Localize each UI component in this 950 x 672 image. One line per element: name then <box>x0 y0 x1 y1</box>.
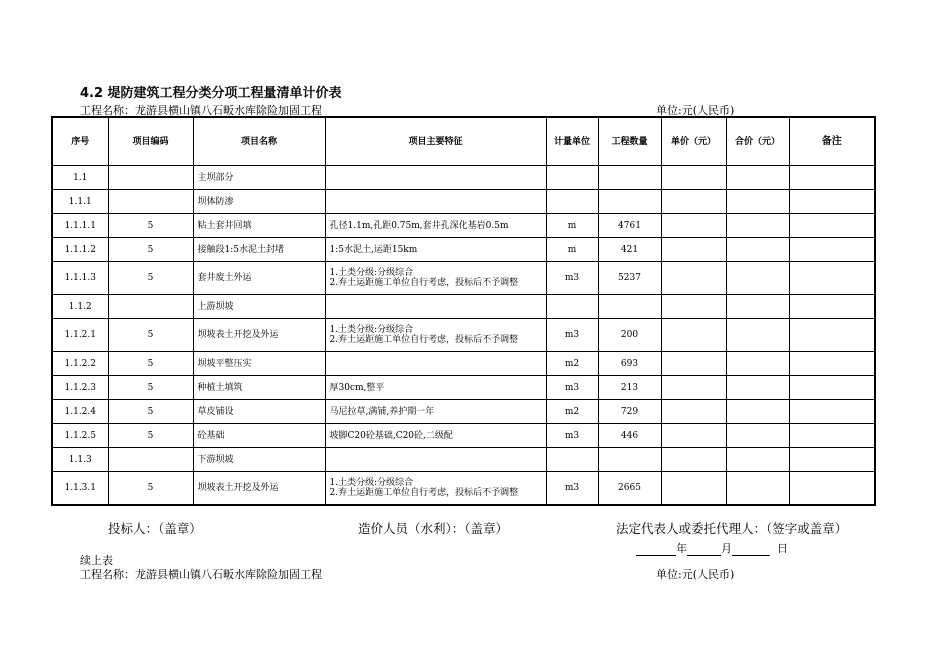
table-row <box>52 238 875 262</box>
cell-unit: m2 <box>546 400 598 424</box>
cell-qty: 213 <box>598 376 661 400</box>
day-label: 日 <box>777 542 788 555</box>
cell-name: 主坝部分 <box>193 166 325 190</box>
cell-qty <box>598 295 661 319</box>
cell-unit: m3 <box>546 376 598 400</box>
cell-price <box>661 214 726 238</box>
cell-code: 5 <box>108 472 193 506</box>
table-row <box>52 166 875 190</box>
cell-feature <box>325 352 546 376</box>
legal-rep-signature: 法定代表人或委托代理人：（签字或盖章） <box>616 521 848 536</box>
month-label: 月 <box>721 542 732 555</box>
header-no: 序号 <box>52 117 108 166</box>
cell-qty: 200 <box>598 319 661 352</box>
cell-unit: m3 <box>546 472 598 506</box>
cell-note <box>789 400 875 424</box>
cell-feature: 1.土类分级:分级综合 2.弃土运距施工单位自行考虑，投标后不予调整 <box>325 319 546 352</box>
cell-total <box>726 352 789 376</box>
table-row <box>52 400 875 424</box>
cell-note <box>789 448 875 472</box>
cell-price <box>661 400 726 424</box>
cell-name: 粘土套井回填 <box>193 214 325 238</box>
cell-note <box>789 166 875 190</box>
cell-name: 下游坝坡 <box>193 448 325 472</box>
cell-unit: m3 <box>546 424 598 448</box>
cell-unit <box>546 295 598 319</box>
cell-no: 1.1.3.1 <box>52 472 108 506</box>
cell-qty <box>598 166 661 190</box>
header-unit: 计量单位 <box>546 117 598 166</box>
unit-note: 单位:元(人民币) <box>656 104 735 117</box>
cell-qty <box>598 448 661 472</box>
cell-code: 5 <box>108 424 193 448</box>
cell-note <box>789 190 875 214</box>
cell-qty <box>598 190 661 214</box>
cell-note <box>789 214 875 238</box>
cell-note <box>789 295 875 319</box>
table-row <box>52 190 875 214</box>
cell-qty: 2665 <box>598 472 661 506</box>
cell-unit <box>546 166 598 190</box>
cell-total <box>726 319 789 352</box>
cell-total <box>726 448 789 472</box>
cell-unit: m3 <box>546 262 598 295</box>
cell-name: 砼基础 <box>193 424 325 448</box>
cell-code: 5 <box>108 214 193 238</box>
cell-price <box>661 319 726 352</box>
date-line <box>636 540 788 556</box>
cell-feature: 马尼拉草,满铺,养护期一年 <box>325 400 546 424</box>
cell-unit: m2 <box>546 352 598 376</box>
cell-code: 5 <box>108 262 193 295</box>
cell-qty: 4761 <box>598 214 661 238</box>
cell-feature: 1:5水泥土,运距15km <box>325 238 546 262</box>
cell-total <box>726 262 789 295</box>
cell-code <box>108 190 193 214</box>
cell-name: 草皮铺设 <box>193 400 325 424</box>
cell-price <box>661 376 726 400</box>
cell-total <box>726 424 789 448</box>
cell-price <box>661 295 726 319</box>
table-row <box>52 472 875 506</box>
cell-code: 5 <box>108 238 193 262</box>
continued-label: 续上表 <box>80 554 113 567</box>
cell-qty: 5237 <box>598 262 661 295</box>
cell-name: 接触段1:5水泥土封堵 <box>193 238 325 262</box>
header-code: 项目编码 <box>108 117 193 166</box>
cell-price <box>661 166 726 190</box>
header-note: 备注 <box>789 117 875 166</box>
table-header-row <box>52 117 875 166</box>
cell-price <box>661 238 726 262</box>
table-row <box>52 262 875 295</box>
cell-no: 1.1.3 <box>52 448 108 472</box>
cell-price <box>661 424 726 448</box>
cell-feature: 厚30cm,整平 <box>325 376 546 400</box>
cell-code: 5 <box>108 400 193 424</box>
cell-no: 1.1.2.2 <box>52 352 108 376</box>
project-name: 工程名称：龙游县横山镇八石畈水库除险加固工程 <box>80 104 322 117</box>
cell-no: 1.1.1.3 <box>52 262 108 295</box>
project-name-2: 工程名称：龙游县横山镇八石畈水库除险加固工程 <box>80 568 322 581</box>
cell-no: 1.1.1.2 <box>52 238 108 262</box>
cell-unit: m3 <box>546 319 598 352</box>
cell-no: 1.1.2.1 <box>52 319 108 352</box>
cell-qty: 693 <box>598 352 661 376</box>
header-name: 项目名称 <box>193 117 325 166</box>
cell-total <box>726 295 789 319</box>
cell-feature <box>325 166 546 190</box>
cell-name: 坝体防渗 <box>193 190 325 214</box>
cell-name: 坝坡平整压实 <box>193 352 325 376</box>
cell-name: 坝坡表土开挖及外运 <box>193 472 325 506</box>
cell-code: 5 <box>108 352 193 376</box>
year-blank <box>636 544 676 556</box>
cell-total <box>726 400 789 424</box>
year-label: 年 <box>676 542 687 555</box>
cell-note <box>789 424 875 448</box>
header-qty: 工程数量 <box>598 117 661 166</box>
cell-unit <box>546 448 598 472</box>
bill-of-quantities-table <box>51 116 876 506</box>
page-title: 4.2 堤防建筑工程分类分项工程量清单计价表 <box>80 86 342 101</box>
cell-unit: m <box>546 238 598 262</box>
cell-price <box>661 472 726 506</box>
cell-note <box>789 262 875 295</box>
cell-unit: m <box>546 214 598 238</box>
table-row <box>52 376 875 400</box>
cell-price <box>661 352 726 376</box>
cell-note <box>789 352 875 376</box>
cell-feature: 孔径1.1m,孔距0.75m,套井孔深化基岩0.5m <box>325 214 546 238</box>
cell-code: 5 <box>108 319 193 352</box>
cell-no: 1.1.2.4 <box>52 400 108 424</box>
cell-name: 上游坝坡 <box>193 295 325 319</box>
cell-total <box>726 214 789 238</box>
header-price: 单价（元） <box>661 117 726 166</box>
cell-code <box>108 166 193 190</box>
cell-code <box>108 295 193 319</box>
cell-price <box>661 262 726 295</box>
cell-note <box>789 319 875 352</box>
cell-qty: 729 <box>598 400 661 424</box>
cell-total <box>726 376 789 400</box>
cell-no: 1.1.2.5 <box>52 424 108 448</box>
cell-name: 套井废土外运 <box>193 262 325 295</box>
cell-total <box>726 166 789 190</box>
cell-qty: 421 <box>598 238 661 262</box>
cell-no: 1.1.1.1 <box>52 214 108 238</box>
bidder-signature: 投标人：（盖章） <box>108 521 202 536</box>
cell-note <box>789 238 875 262</box>
cost-engineer-signature: 造价人员（水利）：（盖章） <box>358 521 509 536</box>
table-row <box>52 448 875 472</box>
table-row <box>52 352 875 376</box>
month-blank <box>687 544 721 556</box>
cell-feature: 1.土类分级:分级综合 2.弃土运距施工单位自行考虑，投标后不予调整 <box>325 472 546 506</box>
cell-code: 5 <box>108 376 193 400</box>
cell-feature: 坡脚C20砼基础,C20砼,二级配 <box>325 424 546 448</box>
table-row <box>52 319 875 352</box>
cell-name: 坝坡表土开挖及外运 <box>193 319 325 352</box>
table-row <box>52 295 875 319</box>
header-feature: 项目主要特征 <box>325 117 546 166</box>
cell-no: 1.1.2.3 <box>52 376 108 400</box>
cell-feature <box>325 190 546 214</box>
cell-no: 1.1 <box>52 166 108 190</box>
cell-note <box>789 376 875 400</box>
cell-no: 1.1.2 <box>52 295 108 319</box>
cell-feature: 1.土类分级:分级综合 2.弃土运距施工单位自行考虑，投标后不予调整 <box>325 262 546 295</box>
cell-total <box>726 190 789 214</box>
cell-total <box>726 238 789 262</box>
cell-note <box>789 472 875 506</box>
header-total: 合价（元） <box>726 117 789 166</box>
cell-price <box>661 448 726 472</box>
unit-note-2: 单位:元(人民币) <box>656 568 735 581</box>
table-row <box>52 424 875 448</box>
cell-name: 种植土填筑 <box>193 376 325 400</box>
cell-total <box>726 472 789 506</box>
cell-feature <box>325 448 546 472</box>
cell-unit <box>546 190 598 214</box>
cell-feature <box>325 295 546 319</box>
cell-no: 1.1.1 <box>52 190 108 214</box>
day-blank <box>732 544 770 556</box>
cell-code <box>108 448 193 472</box>
table-row <box>52 214 875 238</box>
cell-qty: 446 <box>598 424 661 448</box>
cell-price <box>661 190 726 214</box>
